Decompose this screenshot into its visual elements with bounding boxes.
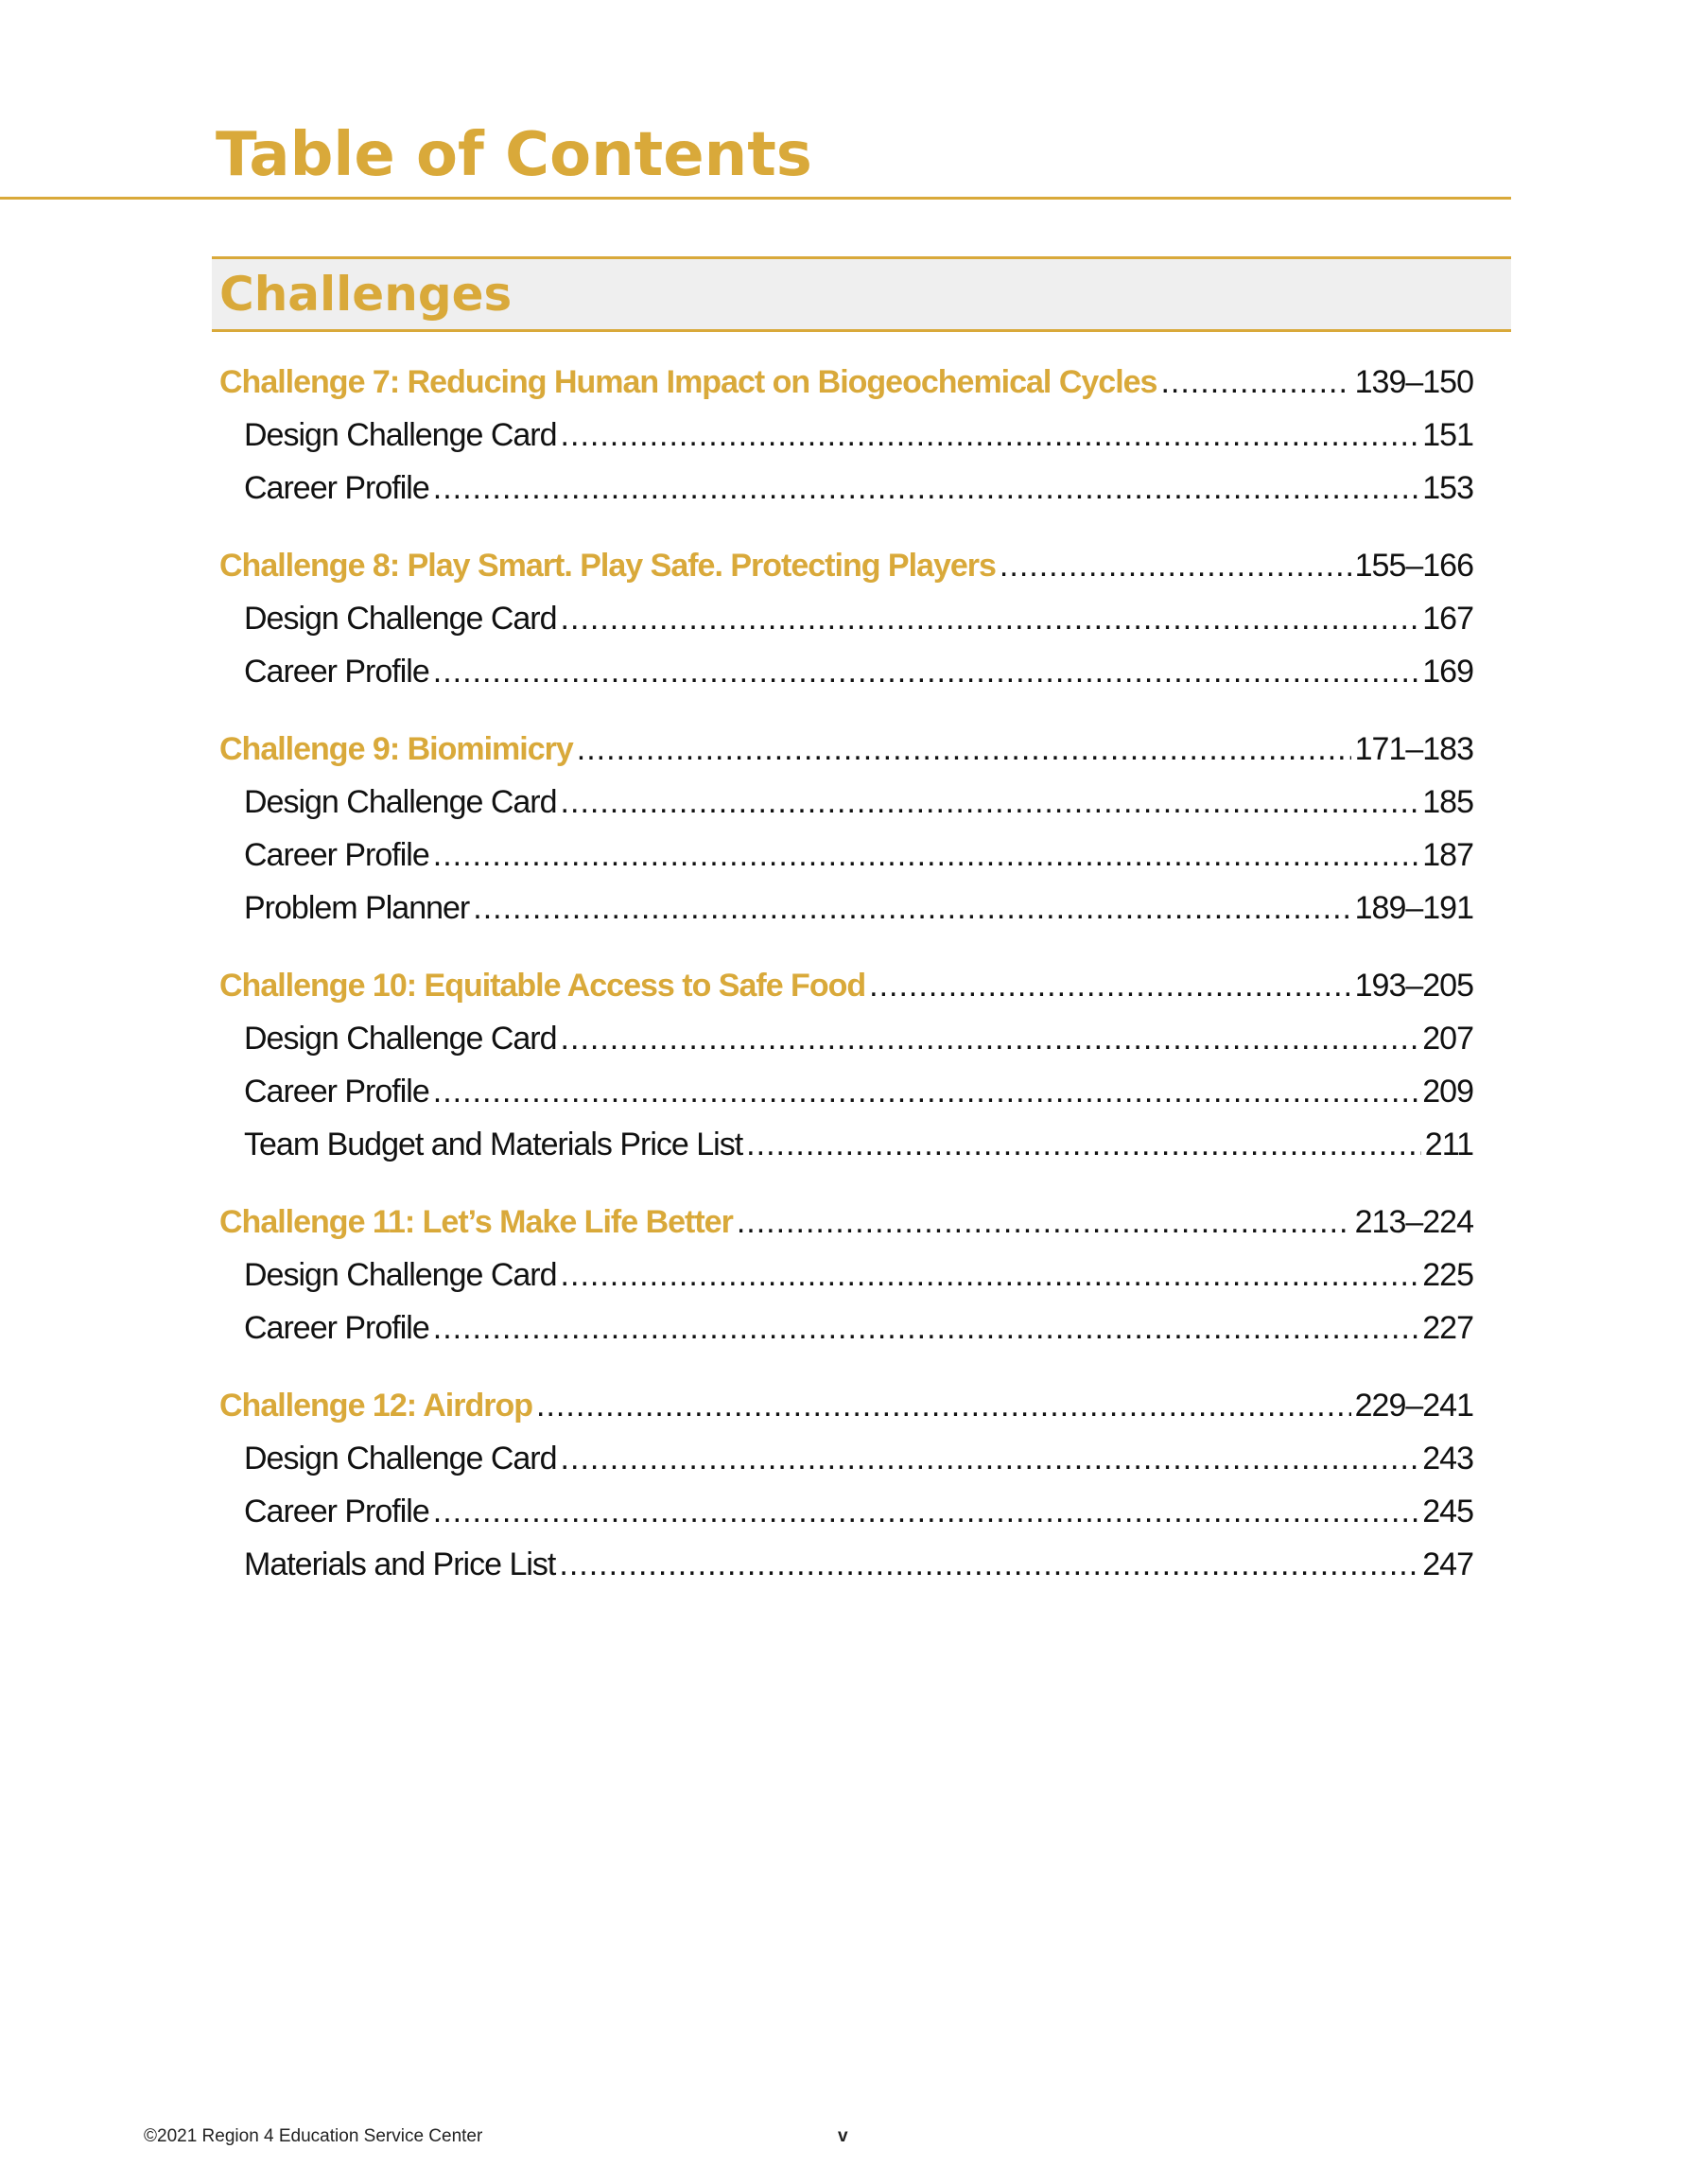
toc-entry-label: Design Challenge Card xyxy=(244,1021,557,1057)
toc-entry-label: Challenge 7: Reducing Human Impact on Biogeochemical Cycles xyxy=(219,364,1157,400)
dot-leader xyxy=(433,645,1419,698)
toc-challenge-entry[interactable] xyxy=(219,356,1473,409)
toc-entry-label: Challenge 9: Biomimicry xyxy=(219,731,573,767)
toc-entry-pages: 187 xyxy=(1422,837,1473,873)
dot-leader xyxy=(559,1538,1418,1591)
toc-subentry[interactable] xyxy=(219,1538,1473,1591)
dot-leader xyxy=(536,1379,1351,1432)
toc-entry-pages: 213–224 xyxy=(1354,1204,1473,1240)
toc-subentry[interactable] xyxy=(219,1485,1473,1538)
toc-entry-label: Challenge 12: Airdrop xyxy=(219,1388,533,1424)
toc-entry-label: Design Challenge Card xyxy=(244,784,557,820)
toc-entry-pages: 189–191 xyxy=(1354,890,1473,926)
dot-leader xyxy=(561,592,1419,645)
toc-entry-pages: 247 xyxy=(1422,1546,1473,1582)
toc-entry-label: Design Challenge Card xyxy=(244,1441,557,1476)
dot-leader xyxy=(433,1065,1419,1118)
toc-entry-label: Career Profile xyxy=(244,1074,429,1109)
toc-entry-label: Design Challenge Card xyxy=(244,601,557,637)
toc-subentry[interactable] xyxy=(219,1012,1473,1065)
toc-subentry[interactable] xyxy=(219,462,1473,515)
toc-entry-label: Challenge 8: Play Smart. Play Safe. Protecting Players xyxy=(219,548,996,584)
toc-entry-label: Challenge 11: Let’s Make Life Better xyxy=(219,1204,733,1240)
toc-subentry[interactable] xyxy=(219,1432,1473,1485)
toc-entry-pages: 171–183 xyxy=(1354,731,1473,767)
dot-leader xyxy=(433,829,1419,882)
toc-entry-pages: 227 xyxy=(1422,1310,1473,1346)
toc-entry-pages: 153 xyxy=(1422,470,1473,506)
toc-entry-pages: 209 xyxy=(1422,1074,1473,1109)
title-rule xyxy=(0,197,1511,200)
toc-entry-label: Career Profile xyxy=(244,470,429,506)
section-header xyxy=(212,256,1511,332)
toc-subentry[interactable] xyxy=(219,829,1473,882)
dot-leader xyxy=(433,1485,1419,1538)
dot-leader xyxy=(746,1118,1421,1171)
dot-leader xyxy=(561,1249,1419,1302)
dot-leader xyxy=(869,959,1350,1012)
dot-leader xyxy=(473,882,1350,935)
toc-group xyxy=(219,1379,1473,1591)
toc-entry-pages: 185 xyxy=(1422,784,1473,820)
toc-entry-label: Career Profile xyxy=(244,1310,429,1346)
toc-entry-pages: 245 xyxy=(1422,1494,1473,1529)
toc-entry-label: Design Challenge Card xyxy=(244,1257,557,1293)
toc-subentry[interactable] xyxy=(219,1118,1473,1171)
dot-leader xyxy=(433,462,1419,515)
toc-entry-label: Design Challenge Card xyxy=(244,417,557,453)
toc-subentry[interactable] xyxy=(219,776,1473,829)
dot-leader xyxy=(561,1432,1419,1485)
dot-leader xyxy=(561,1012,1419,1065)
dot-leader xyxy=(1000,539,1351,592)
toc-challenge-entry[interactable] xyxy=(219,1379,1473,1432)
footer-copyright: ©2021 Region 4 Education Service Center xyxy=(144,2126,483,2146)
toc-subentry[interactable] xyxy=(219,882,1473,935)
toc-challenge-entry[interactable] xyxy=(219,539,1473,592)
toc-entry-label: Problem Planner xyxy=(244,890,470,926)
toc-group xyxy=(219,959,1473,1171)
toc-entry-label: Team Budget and Materials Price List xyxy=(244,1127,743,1162)
dot-leader xyxy=(433,1302,1419,1354)
table-of-contents xyxy=(219,356,1473,1616)
toc-subentry[interactable] xyxy=(219,592,1473,645)
toc-subentry[interactable] xyxy=(219,645,1473,698)
dot-leader xyxy=(1160,356,1350,409)
dot-leader xyxy=(577,723,1351,776)
toc-entry-pages: 243 xyxy=(1422,1441,1473,1476)
section-title: Challenges xyxy=(219,267,513,322)
toc-subentry[interactable] xyxy=(219,1065,1473,1118)
dot-leader xyxy=(561,409,1419,462)
toc-entry-label: Career Profile xyxy=(244,654,429,690)
toc-group xyxy=(219,723,1473,935)
toc-group xyxy=(219,356,1473,515)
dot-leader xyxy=(737,1196,1351,1249)
toc-entry-pages: 207 xyxy=(1422,1021,1473,1057)
toc-entry-label: Career Profile xyxy=(244,837,429,873)
toc-entry-pages: 193–205 xyxy=(1354,968,1473,1004)
toc-entry-pages: 151 xyxy=(1422,417,1473,453)
toc-entry-label: Career Profile xyxy=(244,1494,429,1529)
footer-page-number: v xyxy=(838,2126,848,2146)
toc-challenge-entry[interactable] xyxy=(219,959,1473,1012)
toc-entry-label: Materials and Price List xyxy=(244,1546,556,1582)
toc-subentry[interactable] xyxy=(219,409,1473,462)
toc-entry-label: Challenge 10: Equitable Access to Safe Food xyxy=(219,968,866,1004)
toc-subentry[interactable] xyxy=(219,1249,1473,1302)
page-title: Table of Contents xyxy=(216,120,812,190)
toc-challenge-entry[interactable] xyxy=(219,1196,1473,1249)
toc-entry-pages: 169 xyxy=(1422,654,1473,690)
toc-entry-pages: 167 xyxy=(1422,601,1473,637)
toc-entry-pages: 211 xyxy=(1424,1127,1473,1162)
toc-entry-pages: 225 xyxy=(1422,1257,1473,1293)
toc-entry-pages: 229–241 xyxy=(1354,1388,1473,1424)
toc-group xyxy=(219,1196,1473,1354)
dot-leader xyxy=(561,776,1419,829)
toc-entry-pages: 139–150 xyxy=(1354,364,1473,400)
toc-entry-pages: 155–166 xyxy=(1354,548,1473,584)
toc-challenge-entry[interactable] xyxy=(219,723,1473,776)
toc-group xyxy=(219,539,1473,698)
toc-subentry[interactable] xyxy=(219,1302,1473,1354)
